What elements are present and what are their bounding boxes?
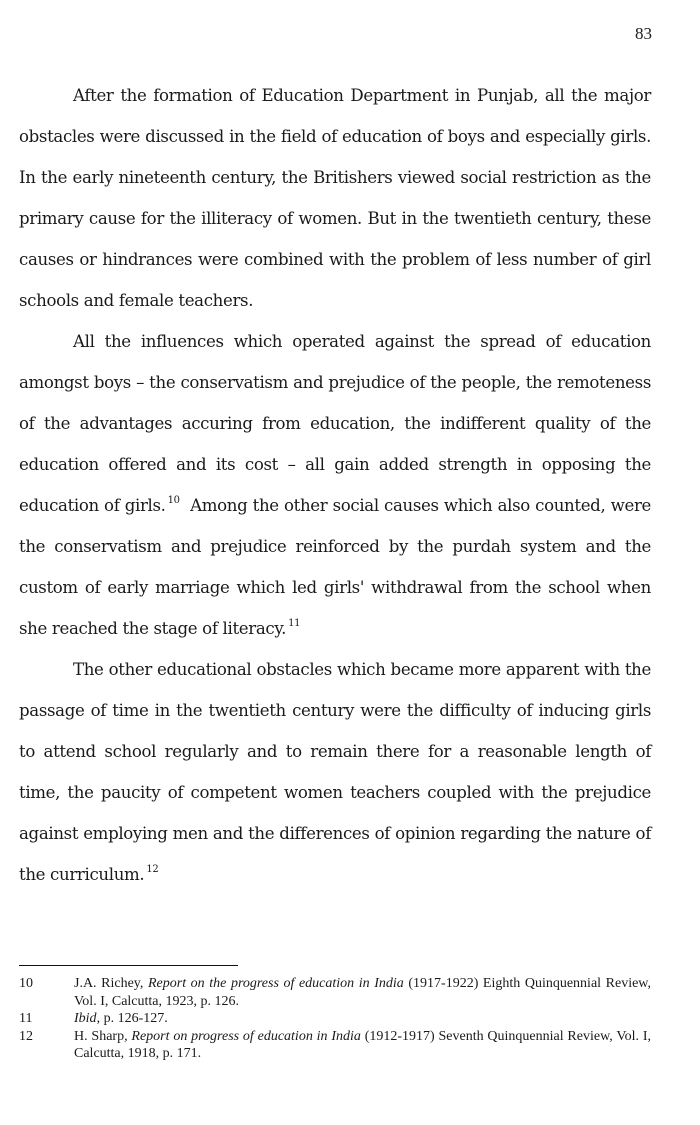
paragraph-text: After the formation of Education Department in Punjab, all the major obstacles were discussed in the field of education of boys and especially girls. In the early nineteenth century, the Britishers viewed social restriction as the primary cause for the illiteracy of women. But in the twentieth century, these causes or hindrances were combined with the problem of less number of girl schools and female teachers.	[19, 86, 651, 310]
footnote-author: H. Sharp,	[74, 1028, 132, 1044]
footnote-number: 12	[19, 1028, 33, 1044]
footnote-text	[74, 1028, 651, 1063]
paragraph-text: Among the other social causes which also counted, were the conservatism and prejudice reinforced by the purdah system and the custom of early marriage which led girls' withdrawal from the school when she reached the stage of literacy.	[19, 496, 656, 638]
body-text	[19, 75, 656, 895]
footnote-title: Report on the progress of education in India	[147, 976, 404, 991]
footnote-number: 10	[19, 976, 33, 991]
footnote-text	[74, 1010, 651, 1028]
footnote-11	[19, 1010, 651, 1028]
footnote-details: (1917-1922) Eighth Quinquennial Review, Vol. I, Calcutta, 1923, p. 126.	[74, 976, 651, 1009]
footnote-12	[19, 1028, 651, 1063]
footnote-ref-10[interactable]: 10	[167, 495, 180, 507]
paragraph-2	[19, 321, 656, 649]
footnote-title: Report on progress of education in India	[131, 1028, 361, 1044]
footnotes	[19, 975, 651, 1063]
footnote-author: J.A. Richey,	[74, 976, 148, 991]
footnote-details: , p. 126-127.	[96, 1011, 168, 1026]
footnote-ref-12[interactable]: 12	[146, 864, 159, 876]
paragraph-1	[19, 75, 651, 321]
footnote-divider	[19, 965, 238, 966]
paragraph-text: The other educational obstacles which became more apparent with the passage of time in the twentieth century were the difficulty of inducing girls to attend school regularly and to remain there for a reasonable length of time, the paucity of competent women teachers coupled with the prejudice against employing men and the differences of opinion regarding the nature of the curriculum.	[19, 660, 651, 884]
page-number: 83	[635, 24, 652, 43]
footnote-10	[19, 975, 651, 1010]
footnote-ref-11[interactable]: 11	[288, 618, 301, 630]
paragraph-text: All the influences which operated against the spread of education amongst boys – the conservatism and prejudice of the people, the remoteness of the advantages accuring from education, the indifferent quality of the education offered and its cost – all gain added strength in opposing the education of girls.	[19, 332, 651, 515]
footnote-number: 11	[19, 1011, 33, 1026]
paragraph-3	[19, 649, 651, 895]
footnote-text	[74, 975, 651, 1010]
footnote-details: (1912-1917) Seventh Quinquennial Review, Vol. I, Calcutta, 1918, p. 171.	[74, 1028, 652, 1061]
footnote-title: Ibid	[74, 1011, 97, 1026]
